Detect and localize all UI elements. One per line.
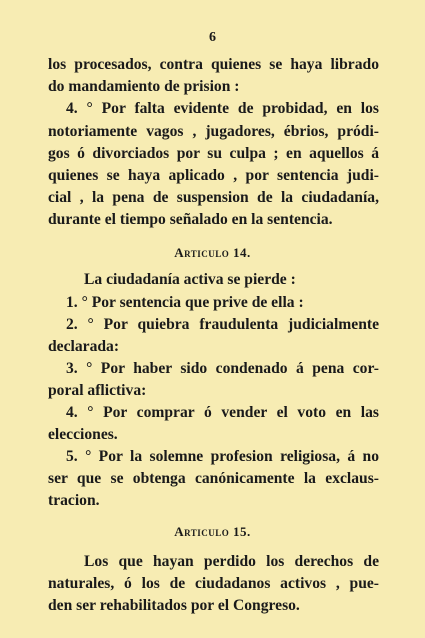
text-line: ser que se obtenga canónicamente la exclaus-	[48, 470, 379, 487]
text-line: 2. ° Por quiebra fraudulenta judicialmente	[66, 316, 379, 333]
text-line: quienes se haya aplicado , por sentencia judi-	[48, 167, 379, 184]
text-line: tracion.	[48, 492, 100, 509]
text-line: La ciudadanía activa se pierde :	[84, 271, 296, 288]
text-line: Los que hayan perdido los derechos de	[84, 553, 379, 570]
text-line: cial , la pena de suspension de la ciudadanía,	[48, 189, 379, 206]
text-line: durante el tiempo señalado en la sentencia.	[48, 211, 333, 228]
text-line: poral aflictiva:	[48, 382, 147, 399]
text-line: notoriamente vagos , jugadores, ébrios, pródi-	[48, 123, 379, 140]
text-line: 3. ° Por haber sido condenado á pena cor-	[66, 360, 379, 377]
page-number: 6	[209, 30, 216, 45]
text-line: do mandamiento de prision :	[48, 78, 240, 95]
text-line: 4. ° Por comprar ó vender el voto en las	[66, 404, 379, 421]
text-line: naturales, ó los de ciudadanos activos , pue-	[48, 575, 379, 592]
article-15-heading: Articulo 15.	[174, 524, 251, 539]
article-14-heading: Articulo 14.	[174, 245, 251, 260]
text-line: 4. ° Por falta evidente de probidad, en los	[66, 100, 379, 117]
text-line: declarada:	[48, 338, 120, 355]
text-line: elecciones.	[48, 426, 118, 443]
text-line: 1. ° Por sentencia que prive de ella :	[66, 294, 304, 311]
text-line: los procesados, contra quienes se haya librado	[48, 56, 379, 73]
text-line: gos ó divorciados por su culpa ; en aquellos á	[48, 145, 379, 162]
text-line: den ser rehabilitados por el Congreso.	[48, 597, 300, 614]
text-line: 5. ° Por la solemne profesion religiosa, á no	[66, 448, 379, 465]
